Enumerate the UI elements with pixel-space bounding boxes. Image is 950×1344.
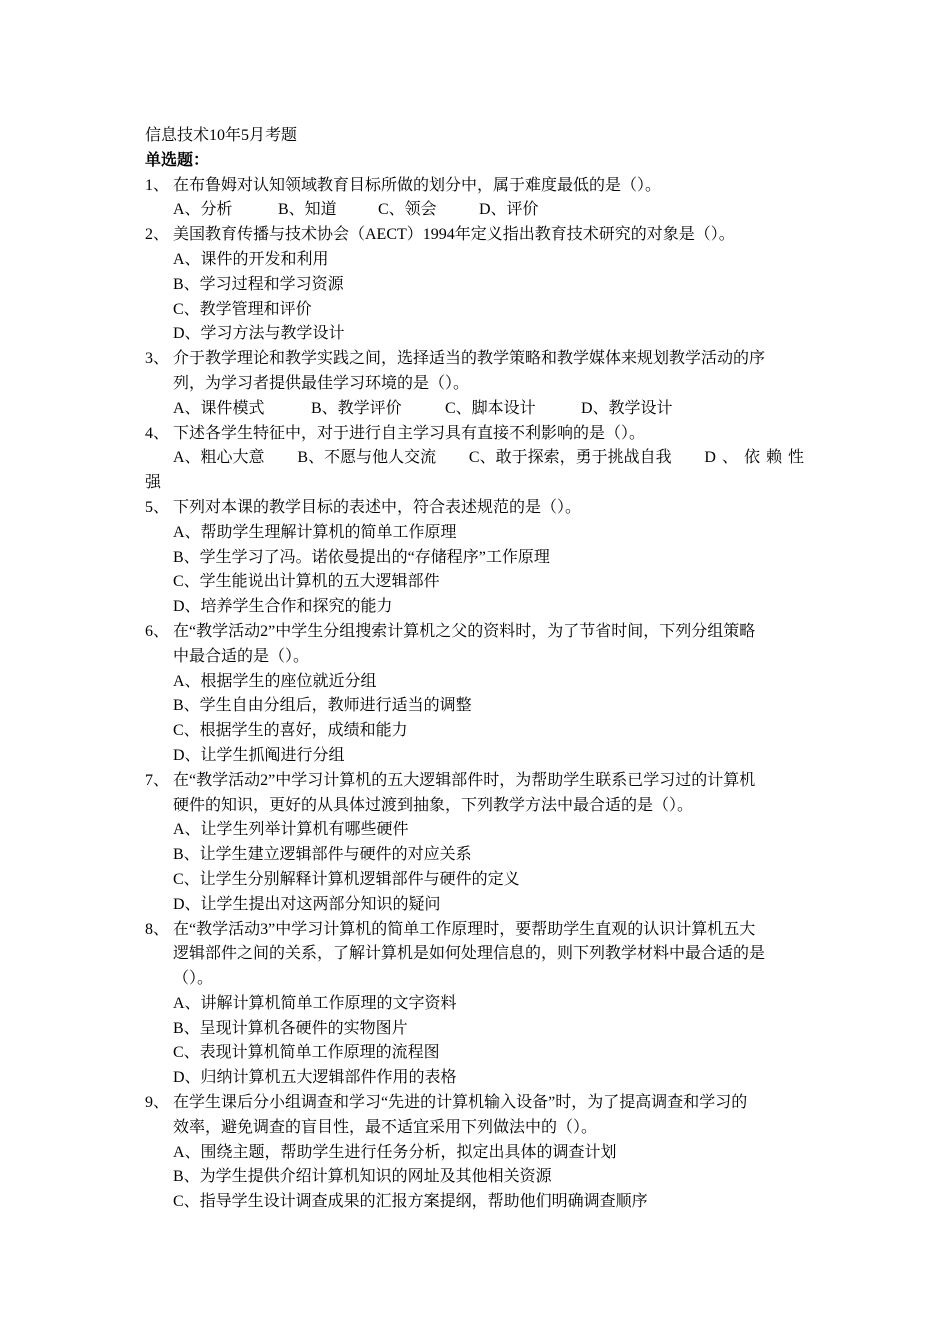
option-c: C、表现计算机简单工作原理的流程图: [173, 1044, 440, 1062]
option-d: D、让学生提出对这两部分知识的疑问: [173, 895, 441, 913]
question-number: 4、: [145, 424, 170, 442]
option-d-wrap: 强: [145, 474, 162, 492]
question-number: 5、: [145, 498, 170, 516]
question-text-continued: （）。: [173, 970, 214, 988]
option-c: C、敢于探索，勇于挑战自我: [468, 449, 672, 467]
question-number: 2、: [145, 226, 170, 244]
question-text-continued: 效率，避免调查的盲目性，最不适宜采用下列做法中的（）。: [173, 1118, 598, 1136]
question-9: [145, 1091, 810, 1116]
question-4: [145, 422, 810, 447]
option-b: B、学生自由分组后，教师进行适当的调整: [173, 697, 472, 715]
option-a: A、粗心大意: [173, 449, 265, 467]
question-number: 8、: [145, 920, 170, 938]
option-a: A、帮助学生理解计算机的简单工作原理: [173, 523, 457, 541]
option-a: A、分析: [173, 201, 233, 219]
option-c: C、指导学生设计调查成果的汇报方案提纲，帮助他们明确调查顺序: [173, 1193, 648, 1211]
option-a: A、围绕主题，帮助学生进行任务分析，拟定出具体的调查计划: [173, 1143, 617, 1161]
section-heading: 单选题：: [145, 151, 210, 169]
option-b: B、为学生提供介绍计算机知识的网址及其他相关资源: [173, 1168, 552, 1186]
question-1-options: [145, 198, 810, 223]
question-3-options: [145, 397, 810, 422]
question-number: 1、: [145, 176, 170, 194]
question-text: 在“教学活动2”中学习计算机的五大逻辑部件时，为帮助学生联系已学习过的计算机: [173, 771, 756, 789]
question-text-continued: 中最合适的是（）。: [173, 647, 310, 665]
option-b: B、知道: [278, 201, 337, 219]
option-d: D、让学生抓阄进行分组: [173, 746, 345, 764]
option-c: C、学生能说出计算机的五大逻辑部件: [173, 573, 440, 591]
question-text-continued: 逻辑部件之间的关系，了解计算机是如何处理信息的，则下列教学材料中最合适的是: [173, 945, 766, 963]
option-b: B、不愿与他人交流: [297, 449, 437, 467]
option-a: A、课件模式: [173, 399, 265, 417]
option-c: C、脚本设计: [445, 399, 536, 417]
question-3: [145, 347, 810, 372]
option-b: B、学习过程和学习资源: [173, 275, 344, 293]
question-number: 3、: [145, 350, 170, 368]
question-4-options: [145, 446, 810, 471]
question-6: [145, 620, 810, 645]
question-7: [145, 769, 810, 794]
option-d: D、培养学生合作和探究的能力: [173, 598, 393, 616]
option-a: A、让学生列举计算机有哪些硬件: [173, 821, 409, 839]
option-d: D、依赖性: [704, 449, 810, 467]
question-text: 在“教学活动2”中学生分组搜索计算机之父的资料时，为了节省时间，下列分组策略: [173, 622, 756, 640]
option-c: C、根据学生的喜好，成绩和能力: [173, 722, 408, 740]
question-text-continued: 列，为学习者提供最佳学习环境的是（）。: [173, 374, 470, 392]
option-c: C、让学生分别解释计算机逻辑部件与硬件的定义: [173, 870, 520, 888]
question-8: [145, 918, 810, 943]
option-d: D、评价: [479, 201, 539, 219]
option-a: A、根据学生的座位就近分组: [173, 672, 377, 690]
question-text: 在布鲁姆对认知领域教育目标所做的划分中，属于难度最低的是（）。: [173, 176, 662, 194]
option-b: B、让学生建立逻辑部件与硬件的对应关系: [173, 846, 472, 864]
question-text: 美国教育传播与技术协会（AECT）1994年定义指出教育技术研究的对象是（）。: [173, 226, 735, 244]
question-2: [145, 223, 810, 248]
document-page: [145, 124, 810, 1215]
question-number: 6、: [145, 622, 170, 640]
option-a: A、课件的开发和利用: [173, 250, 329, 268]
option-b: B、呈现计算机各硬件的实物图片: [173, 1019, 408, 1037]
option-c: C、领会: [378, 201, 437, 219]
option-b: B、学生学习了冯。诺依曼提出的“存储程序”工作原理: [173, 548, 550, 566]
option-a: A、讲解计算机简单工作原理的文字资料: [173, 994, 457, 1012]
question-text-continued: 硬件的知识，更好的从具体过渡到抽象，下列教学方法中最合适的是（）。: [173, 796, 694, 814]
question-text: 在学生课后分小组调查和学习“先进的计算机输入设备”时，为了提高调查和学习的: [173, 1094, 748, 1112]
option-d: D、归纳计算机五大逻辑部件作用的表格: [173, 1069, 457, 1087]
question-1: [145, 174, 810, 199]
question-text: 下述各学生特征中，对于进行自主学习具有直接不利影响的是（）。: [173, 424, 646, 442]
option-c: C、教学管理和评价: [173, 300, 312, 318]
document-title: 信息技术10年5月考题: [145, 127, 298, 144]
option-d: D、学习方法与教学设计: [173, 325, 345, 343]
option-d: D、教学设计: [581, 399, 673, 417]
option-b: B、教学评价: [311, 399, 402, 417]
question-number: 9、: [145, 1094, 170, 1112]
question-5: [145, 496, 810, 521]
question-text: 在“教学活动3”中学习计算机的简单工作原理时，要帮助学生直观的认识计算机五大: [173, 920, 756, 938]
question-text: 介于教学理论和教学实践之间，选择适当的教学策略和教学媒体来规划教学活动的序: [173, 350, 766, 368]
question-number: 7、: [145, 771, 170, 789]
question-text: 下列对本课的教学目标的表述中，符合表述规范的是（）。: [173, 498, 582, 516]
